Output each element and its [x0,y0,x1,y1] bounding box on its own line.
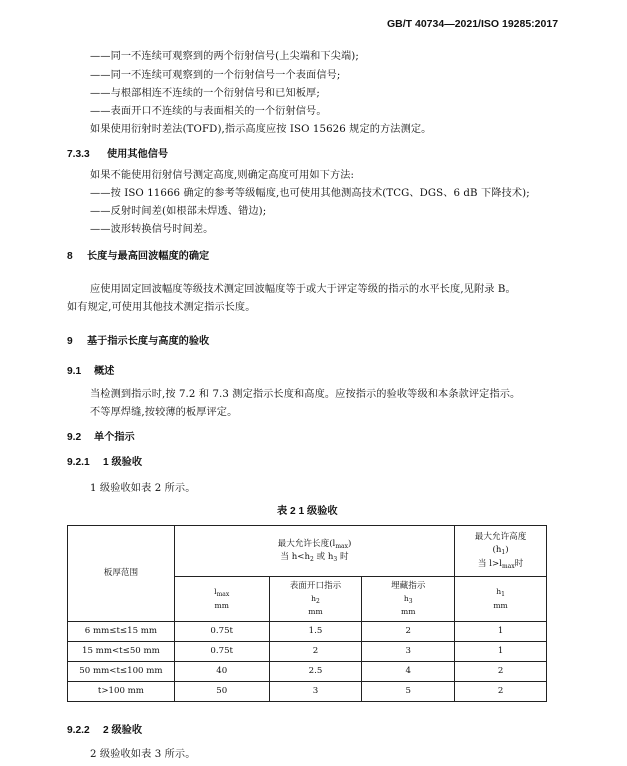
section-heading-9-2: 9.2 单个指示 [67,432,135,443]
cell-h1: 1 [455,642,547,662]
cell-range: 6 mm≤t≤15 mm [68,622,175,642]
standard-header: GB/T 40734—2021/ISO 19285:2017 [387,18,559,30]
table-row [68,622,547,642]
paragraph: 1 级验收如表 2 所示。 [90,483,196,494]
subheader-buried-h3: 埋藏指示 $h_3$ mm [362,577,455,622]
cell-h1: 2 [455,662,547,682]
list-item: ——同一不连续可观察到的两个衍射信号(上尖端和下尖端); [90,51,359,62]
section-heading-9-2-2: 9.2.2 2 级验收 [67,725,143,736]
subheader-lmax: $l_{max}$ mm [174,577,269,622]
cell-h2: 3 [269,682,362,702]
list-item: ——按 ISO 11666 确定的参考等级幅度,也可使用其他测高技术(TCG、DGS、6 dB 下降技术); [90,188,530,199]
cell-h1: 2 [455,682,547,702]
header-max-length: 最大允许长度$(l_{max})$ 当 $h<h_2$ 或 $h_3$ 时 [174,526,454,577]
table-row [68,662,547,682]
table-caption: 表 2 1 级验收 [277,506,338,517]
paragraph: 不等厚焊缝,按较薄的板厚评定。 [90,407,238,418]
paragraph: 如果不能使用衍射信号测定高度,则确定高度可用如下方法: [90,170,355,181]
cell-range: 15 mm<t≤50 mm [68,642,175,662]
cell-lmax: 40 [174,662,269,682]
section-heading-9-1: 9.1 概述 [67,366,115,377]
cell-h3: 2 [362,622,455,642]
subheader-h1: $h_1$ mm [455,577,547,622]
table-row [68,642,547,662]
acceptance-table [67,525,547,702]
header-max-height: 最大允许高度 $(h_1)$ 当 $l>l_{max}$时 [455,526,547,577]
header-thickness-range: 板厚范围 [68,526,175,622]
cell-h2: 1.5 [269,622,362,642]
list-item: ——与根部相连不连续的一个衍射信号和已知板厚; [90,88,320,99]
section-heading-7-3-3: 7.3.3 使用其他信号 [67,149,169,160]
cell-h2: 2 [269,642,362,662]
paragraph: 2 级验收如表 3 所示。 [90,749,196,760]
list-item: ——反射时间差(如根部未焊透、错边); [90,206,267,217]
cell-lmax: 0.75t [174,622,269,642]
section-heading-9: 9 基于指示长度与高度的验收 [67,336,210,347]
paragraph: 当检测到指示时,按 7.2 和 7.3 测定指示长度和高度。应按指示的验收等级和本条款评定指示。 [90,389,521,400]
subheader-surface-h2: 表面开口指示 $h_2$ mm [269,577,362,622]
paragraph: 如果使用衍射时差法(TOFD),指示高度应按 ISO 15626 规定的方法测定。 [90,124,432,135]
cell-h3: 3 [362,642,455,662]
table-row [68,682,547,702]
list-item: ——同一不连续可观察到的一个衍射信号一个表面信号; [90,70,341,81]
cell-range: 50 mm<t≤100 mm [68,662,175,682]
cell-h3: 4 [362,662,455,682]
cell-lmax: 0.75t [174,642,269,662]
cell-range: t>100 mm [68,682,175,702]
cell-h2: 2.5 [269,662,362,682]
list-item: ——波形转换信号时间差。 [90,224,214,235]
cell-lmax: 50 [174,682,269,702]
section-heading-8: 8 长度与最高回波幅度的确定 [67,251,210,262]
section-heading-9-2-1: 9.2.1 1 级验收 [67,457,143,468]
paragraph: 如有规定,可使用其他技术测定指示长度。 [67,302,256,313]
cell-h1: 1 [455,622,547,642]
cell-h3: 5 [362,682,455,702]
list-item: ——表面开口不连续的与表面相关的一个衍射信号。 [90,106,327,117]
paragraph: 应使用固定回波幅度等级技术测定回波幅度等于或大于评定等级的指示的水平长度,见附录 B。 [90,284,516,295]
